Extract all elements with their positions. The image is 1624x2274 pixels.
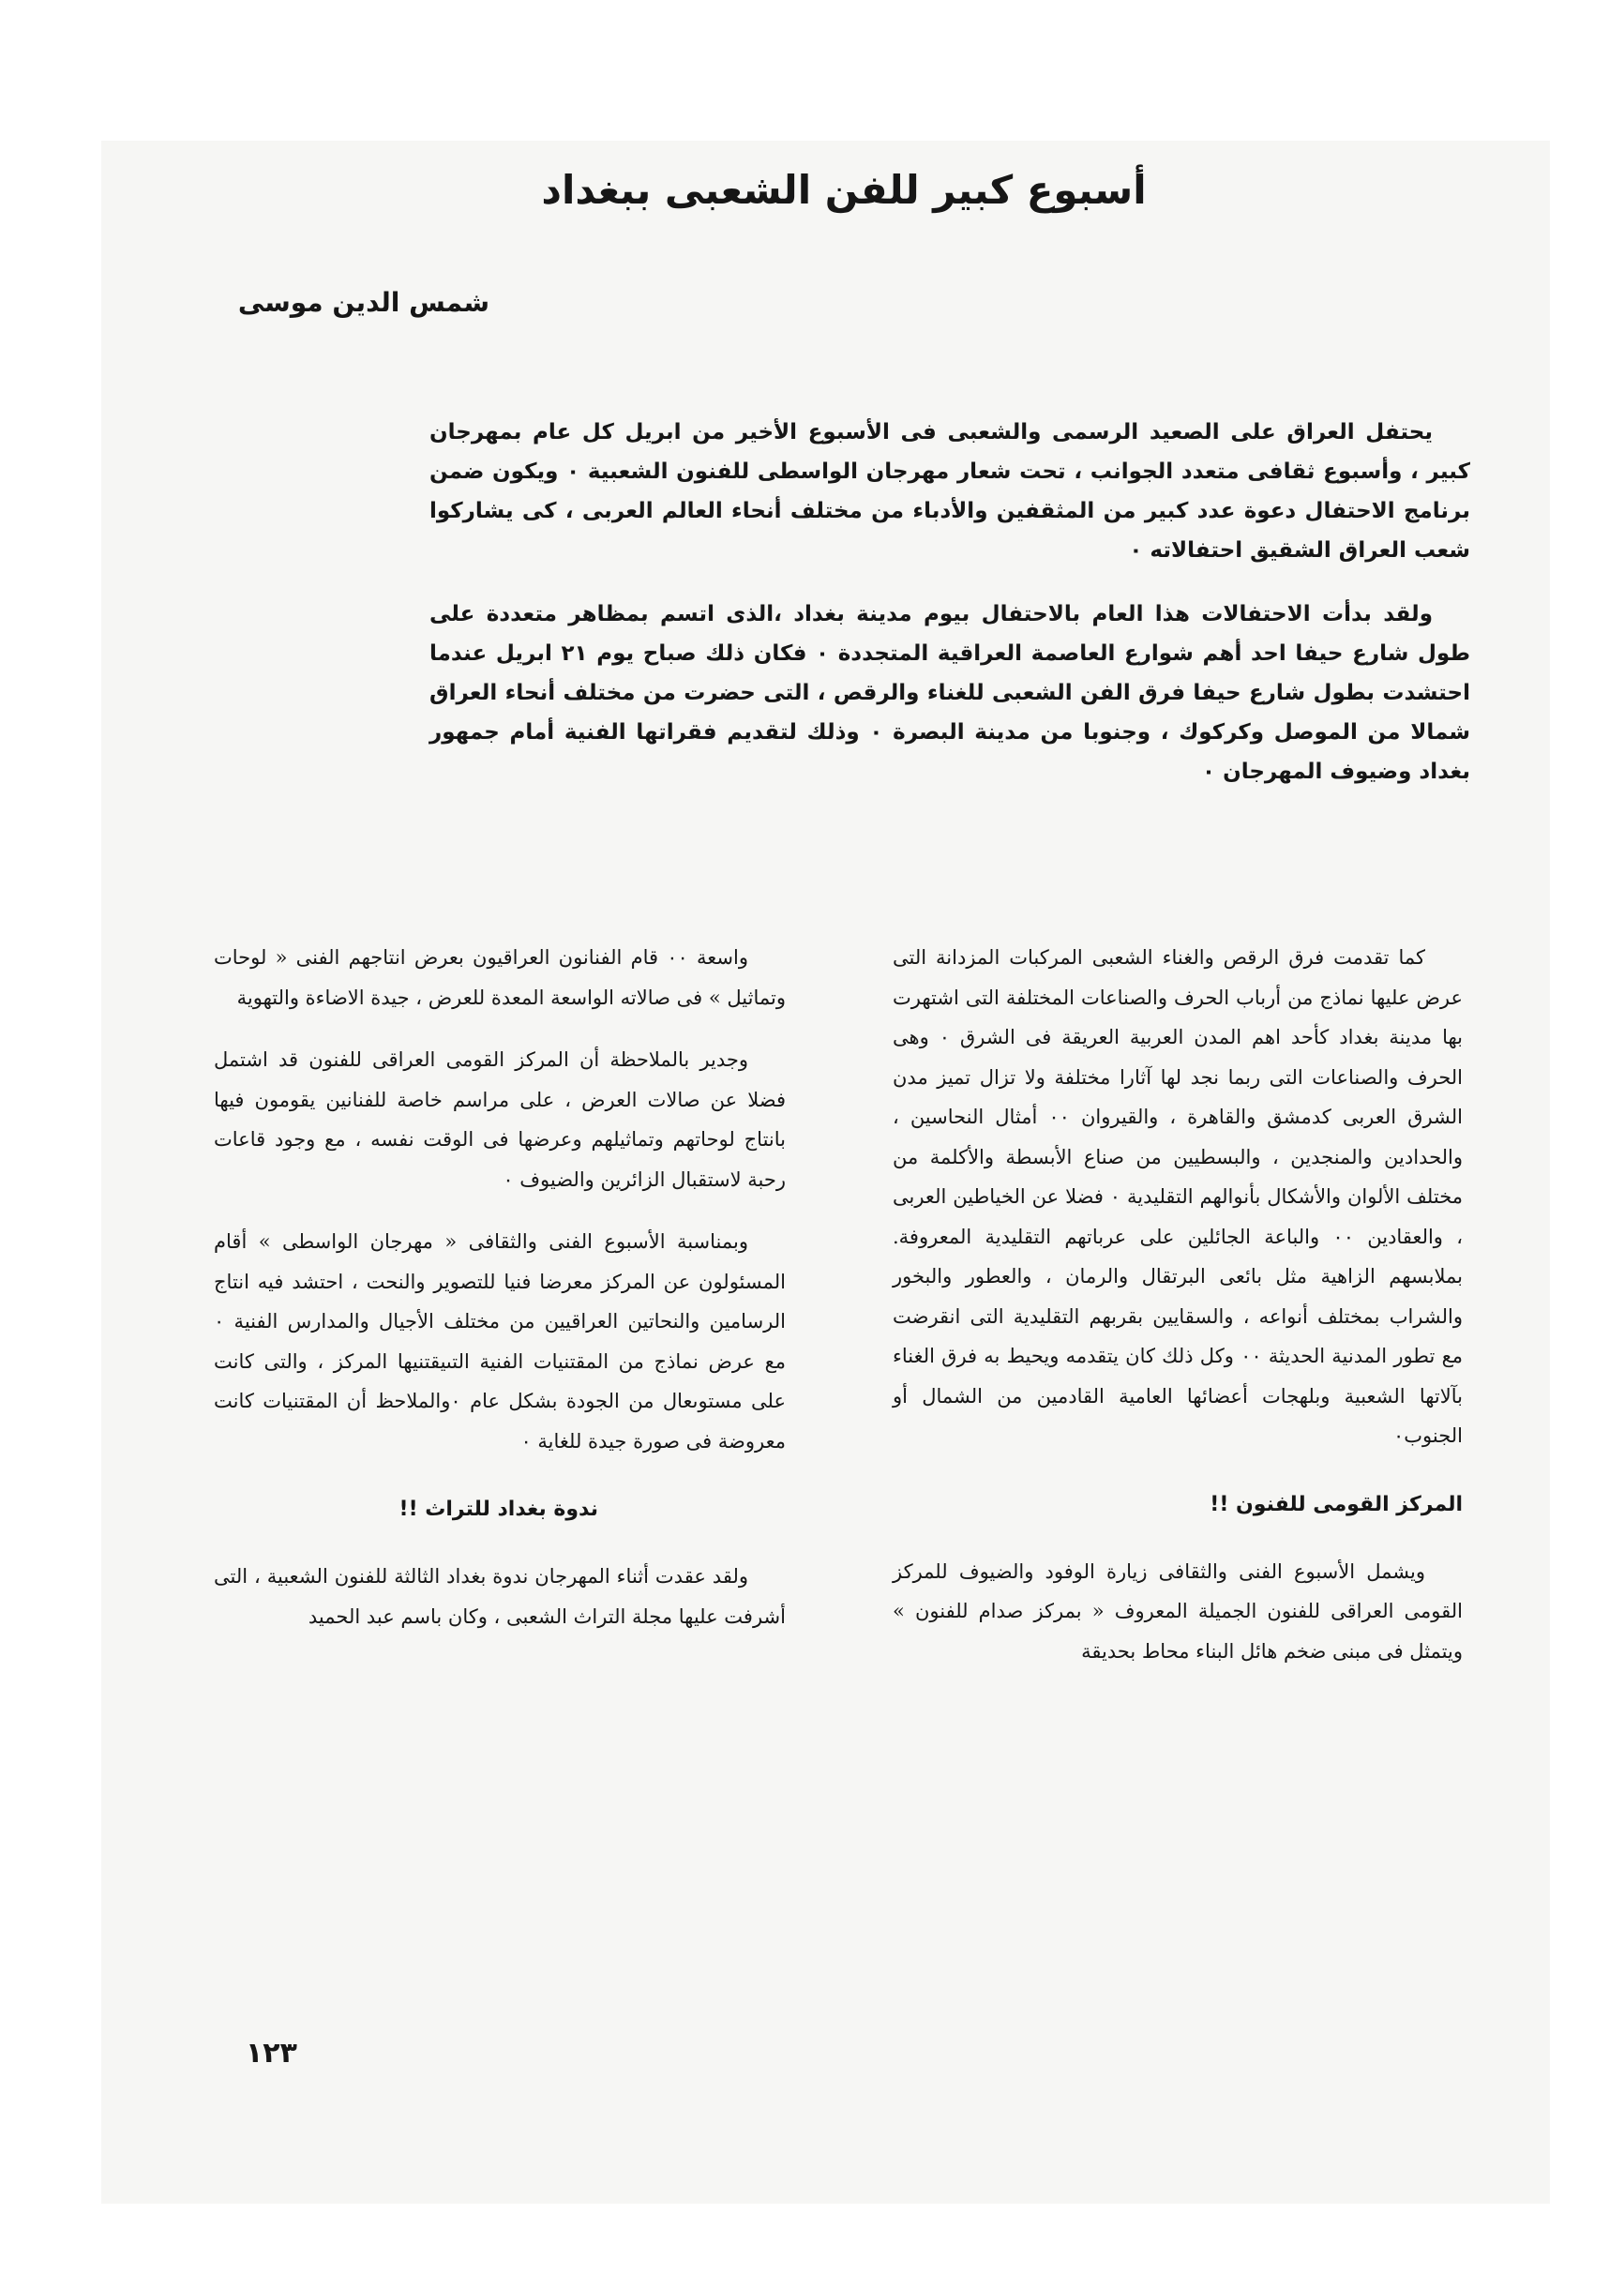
- body-paragraph: كما تقدمت فرق الرقص والغناء الشعبى المركبات المزدانة التى عرض عليها نماذج من أرباب الحرف والصناعات المختلفة التى اشتهرت بها مدينة بغداد كأحد اهم المدن العربية العريقة فى الشرق ٠ وهى الحرف والصناعات التى ربما نجد لها آثارا مختلفة ولا تزال تميز مدن الشرق العربى كدمشق والقاهرة ، والقيروان ٠٠ أمثال النحاسين ، والحدادين والمنجدين ، والبسطيين من صناع الأبسطة والأكلمة من مختلف الألوان والأشكال بأنوالهم التقليدية ٠ فضلا عن الخياطين العربى ، والعقادين ٠٠ والباعة الجائلين على عرباتهم التقليدية المعروفة. بملابسهم الزاهية مثل بائعى البرتقال والرمان ، والعطور والبخور والشراب بمختلف أنواعه ، والسقايين بقربهم التقليدية التى انقرضت مع تطور المدنية الحديثة ٠٠ وكل ذلك كان يتقدمه ويحيط به فرق الغناء بآلاتها الشعبية وبلهجات أعضائها العامية القادمين من الشمال أو الجنوب٠: [893, 946, 1464, 1447]
- intro-paragraph: يحتفل العراق على الصعيد الرسمى والشعبى فى الأسبوع الأخير من ابريل كل عام بمهرجان كبير ، وأسبوع ثقافى متعدد الجوانب ، تحت شعار مهرجان الواسطى للفنون الشعبية ٠ ويكون ضمن برنامج الاحتفال دعوة عدد كبير من المثقفين والأدباء من مختلف أنحاء العالم العربى ، كى يشاركوا شعب العراق الشقيق احتفالاته ٠: [429, 420, 1471, 563]
- page-number: ١٢٣: [246, 2037, 297, 2070]
- body-paragraph: ويشمل الأسبوع الفنى والثقافى زيارة الوفود والضيوف للمركز القومى العراقى للفنون الجميلة المعروف « بمركز صدام للفنون » ويتمثل فى مبنى ضخم هائل البناء محاط بحديقة: [893, 1559, 1463, 1663]
- article-author: شمس الدين موسى: [237, 287, 489, 318]
- left-column: [214, 938, 786, 1659]
- intro-paragraph: ولقد بدأت الاحتفالات هذا العام بالاحتفال بيوم مدينة بغداد ،الذى اتسم بمظاهر متعددة على طول شارع حيفا احد أهم شوارع العاصمة العراقية المتجددة ٠ فكان ذلك صباح يوم ٢١ ابريل عندما احتشدت بطول شارع حيفا فرق الفن الشعبى للغناء والرقص ، التى حضرت من مختلف أنحاء العراق شمالا من الموصل وكركوك ، وجنوبا من مدينة البصرة ٠ وذلك لتقديم فقراتها الفنية أمام جمهور بغداد وضيوف المهرجان ٠: [429, 602, 1470, 784]
- body-paragraph: واسعة ٠٠ قام الفنانون العراقيون بعرض انتاجهم الفنى « لوحات وتماثيل » فى صالاته الواسعة المعدة للعرض ، جيدة الاضاءة والتهوية: [214, 946, 786, 1009]
- body-paragraph: وجدير بالملاحظة أن المركز القومى العراقى للفنون قد اشتمل فضلا عن صالات العرض ، على مراسم خاصة للفنانين يقومون فيها بانتاج لوحاتهم وتماثيلهم وعرضها فى الوقت نفسه ، مع وجود قاعات رحبة لاستقبال الزائرين والضيوف ٠: [214, 1048, 786, 1191]
- section-heading-baghdad-symposium: ندوة بغداد للتراث !!: [398, 1498, 598, 1521]
- right-column: [893, 938, 1463, 1694]
- body-paragraph: ولقد عقدت أثناء المهرجان ندوة بغداد الثالثة للفنون الشعبية ، التى أشرفت عليها مجلة التراث الشعبى ، وكان باسم عبد الحميد: [214, 1565, 786, 1628]
- intro-section: [429, 413, 1470, 816]
- section-heading-national-center: المركز القومى للفنون !!: [1210, 1492, 1463, 1516]
- body-paragraph: وبمناسبة الأسبوع الفنى والثقافى « مهرجان الواسطى » أقام المسئولون عن المركز معرضا فنيا للتصوير والنحت ، احتشد فيه انتاج الرسامين والنحاتين العراقيين من مختلف الأجيال والمدارس الفنية ٠ مع عرض نماذج من المقتنيات الفنية التىيقتنيها المركز ، والتى كانت على مستوىعال من الجودة بشكل عام ٠والملاحظ أن المقتنيات كانت معروضة فى صورة جيدة للغاية ٠: [214, 1230, 787, 1453]
- article-title: أسبوع كبير للفن الشعبى ببغداد: [541, 167, 1147, 213]
